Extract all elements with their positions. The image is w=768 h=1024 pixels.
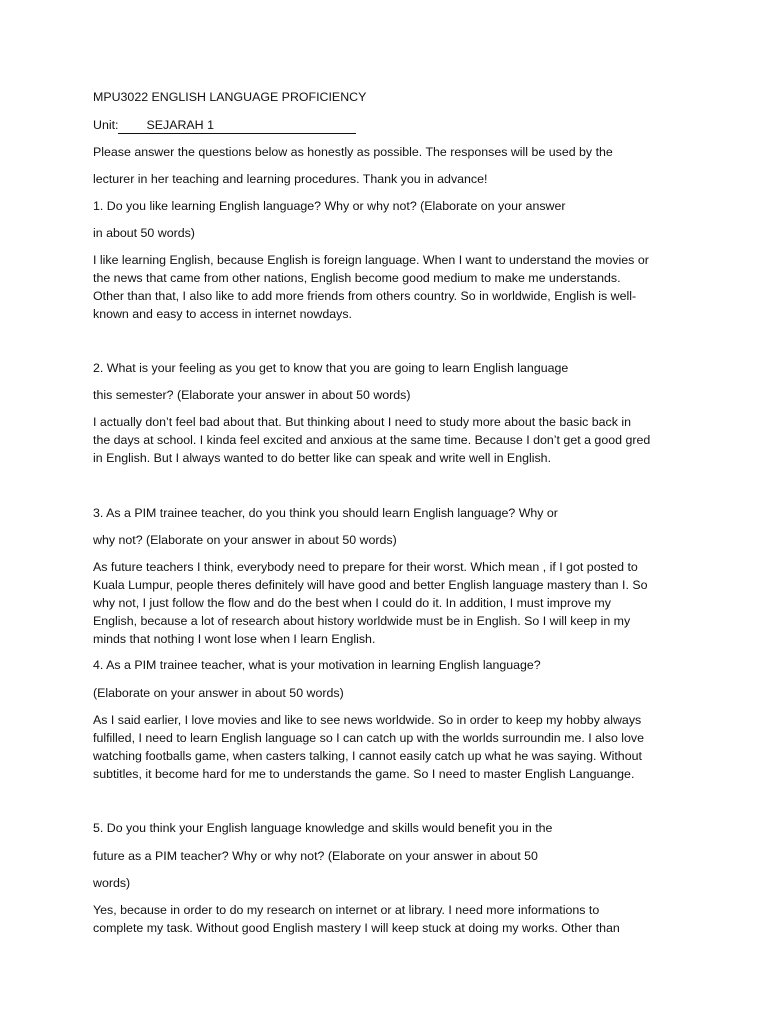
question-1-line-2: in about 50 words): [93, 226, 195, 240]
intro-line-1: Please answer the questions below as honestly as possible. The responses will be used by the: [93, 145, 613, 159]
answer-4-line: fulfilled, I need to learn English language so I can catch up with the worlds surroundin me. I also love: [93, 731, 645, 745]
answer-1-line: I like learning English, because English is foreign language. When I want to understand the movies or: [93, 253, 649, 267]
answer-3-line: minds that nothing I wont lose when I learn English.: [93, 632, 376, 646]
answer-3-line: English, because a lot of research about history worldwide must be in English. So I will keep in my: [93, 614, 631, 628]
answer-3: [93, 558, 648, 648]
answer-5-line: Yes, because in order to do my research on internet or at library. I need more informations to: [93, 903, 600, 917]
answer-1-line: known and easy to access in internet nowdays.: [93, 307, 352, 321]
unit-label: Unit:: [93, 118, 119, 132]
answer-2: [93, 413, 650, 467]
question-5-line-1: 5. Do you think your English language knowledge and skills would benefit you in the: [93, 821, 553, 835]
question-5-line-2: future as a PIM teacher? Why or why not? (Elaborate on your answer in about 50: [93, 849, 538, 863]
answer-4-line: subtitles, it become hard for me to understands the game. So I need to master English Languange.: [93, 767, 635, 781]
answer-1: [93, 251, 649, 323]
answer-4: [93, 711, 644, 783]
answer-2-line: I actually don’t feel bad about that. But thinking about I need to study more about the basic back in: [93, 415, 631, 429]
answer-4-line: As I said earlier, I love movies and like to see news worldwide. So in order to keep my hobby always: [93, 713, 642, 727]
answer-5-line: complete my task. Without good English mastery I will keep stuck at doing my works. Other than: [93, 921, 620, 935]
answer-3-line: Kuala Lumpur, people theres definitely will have good and better English language mastery than I. So: [93, 578, 648, 592]
answer-2-line: in English. But I always wanted to do better like can speak and write well in English.: [93, 451, 552, 465]
question-4-line-2: (Elaborate on your answer in about 50 words): [93, 686, 344, 700]
question-3-line-2: why not? (Elaborate on your answer in about 50 words): [93, 533, 397, 547]
question-2-line-2: this semester? (Elaborate your answer in about 50 words): [93, 388, 411, 402]
intro-line-2: lecturer in her teaching and learning procedures. Thank you in advance!: [93, 172, 488, 186]
question-5-line-3: words): [93, 876, 131, 890]
answer-4-line: watching footballs game, when casters talking, I cannot easily catch up what he was saying. Without: [93, 749, 642, 763]
answer-3-line: As future teachers I think, everybody need to prepare for their worst. Which mean , if I got posted to: [93, 560, 638, 574]
document-title: MPU3022 ENGLISH LANGUAGE PROFICIENCY: [93, 90, 367, 104]
answer-1-line: the news that came from other nations, English become good medium to make me understands.: [93, 271, 621, 285]
question-2-line-1: 2. What is your feeling as you get to know that you are going to learn English language: [93, 361, 569, 375]
question-1-line-1: 1. Do you like learning English language? Why or why not? (Elaborate on your answer: [93, 199, 566, 213]
unit-value: SEJARAH 1: [118, 118, 356, 134]
answer-2-line: the days at school. I kinda feel excited and anxious at the same time. Because I don’t get a good gred: [93, 433, 651, 447]
question-3-line-1: 3. As a PIM trainee teacher, do you think you should learn English language? Why or: [93, 506, 558, 520]
answer-1-line: Other than that, I also like to add more friends from others country. So in worldwide, English is well-: [93, 289, 637, 303]
question-4-line-1: 4. As a PIM trainee teacher, what is your motivation in learning English language?: [93, 658, 541, 672]
answer-3-line: why not, I just follow the flow and do the best when I could do it. In addition, I must improve my: [93, 596, 611, 610]
answer-5: [93, 901, 620, 937]
unit-row: [93, 116, 356, 134]
